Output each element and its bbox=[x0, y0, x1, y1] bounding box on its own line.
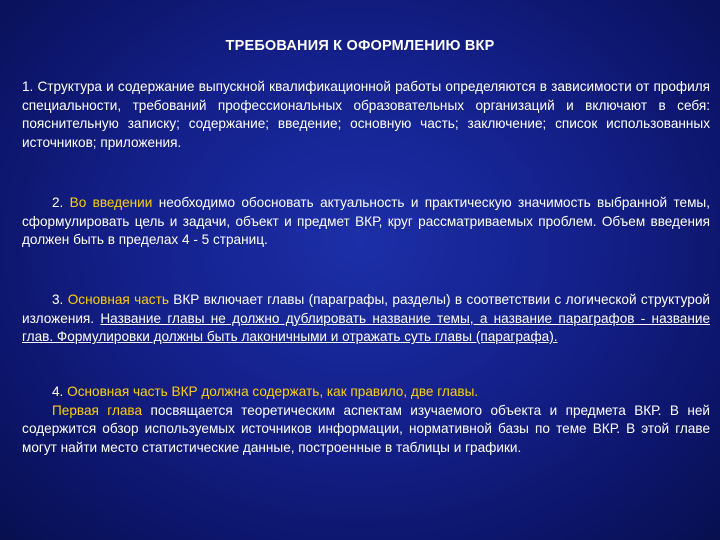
paragraph-structure-text: 1. Структура и содержание выпускной квалификационной работы определяются в зависимости от профиля специальности, требований профессиональных образовательных организаций и включают в себя: пояснительную записку; содержание; введение; основную часть; заключение; список использованных источников; приложения. bbox=[22, 79, 710, 150]
paragraph-number: 3. bbox=[52, 292, 68, 307]
highlight-two-chapters: Основная часть ВКР должна содержать, как правило, две главы. bbox=[67, 384, 479, 399]
paragraph-main-part bbox=[22, 291, 710, 347]
highlight-first-chapter: Первая глава bbox=[52, 402, 143, 418]
highlight-main-part: Основная часть bbox=[67, 292, 169, 307]
paragraph-number: 4. bbox=[52, 384, 68, 399]
highlight-introduction: Во введении bbox=[69, 195, 153, 210]
paragraph-structure bbox=[22, 78, 710, 152]
paragraph-number: 2. bbox=[52, 195, 70, 210]
paragraph-chapters bbox=[22, 383, 710, 457]
underlined-requirement: Название главы не должно дублировать название темы, а название параграфов - название глав. Формулировки должны быть лаконичными и отражать суть главы (параграфа). bbox=[22, 310, 710, 344]
paragraph-introduction-text: необходимо обосновать актуальность и практическую значимость выбранной темы, сформулировать цель и задачи, объект и предмет ВКР, круг рассматриваемых проблем. Объем введения должен быть в пределах 4 - 5 страниц. bbox=[22, 195, 710, 247]
slide-title: ТРЕБОВАНИЯ К ОФОРМЛЕНИЮ ВКР bbox=[225, 38, 495, 54]
paragraph-introduction bbox=[22, 194, 710, 250]
paragraph-main-part-text: ВКР включает главы (параграфы, разделы) в соответствии с логической структурой изложения. bbox=[22, 292, 710, 326]
paragraph-chapters-text: посвящается теоретическим аспектам изучаемого объекта и предмета ВКР. В ней содержится обзор используемых источников информации, нормативной базы по теме ВКР. В этой главе могут найти место статистические данные, построенные в таблицы и графики. bbox=[22, 402, 710, 455]
